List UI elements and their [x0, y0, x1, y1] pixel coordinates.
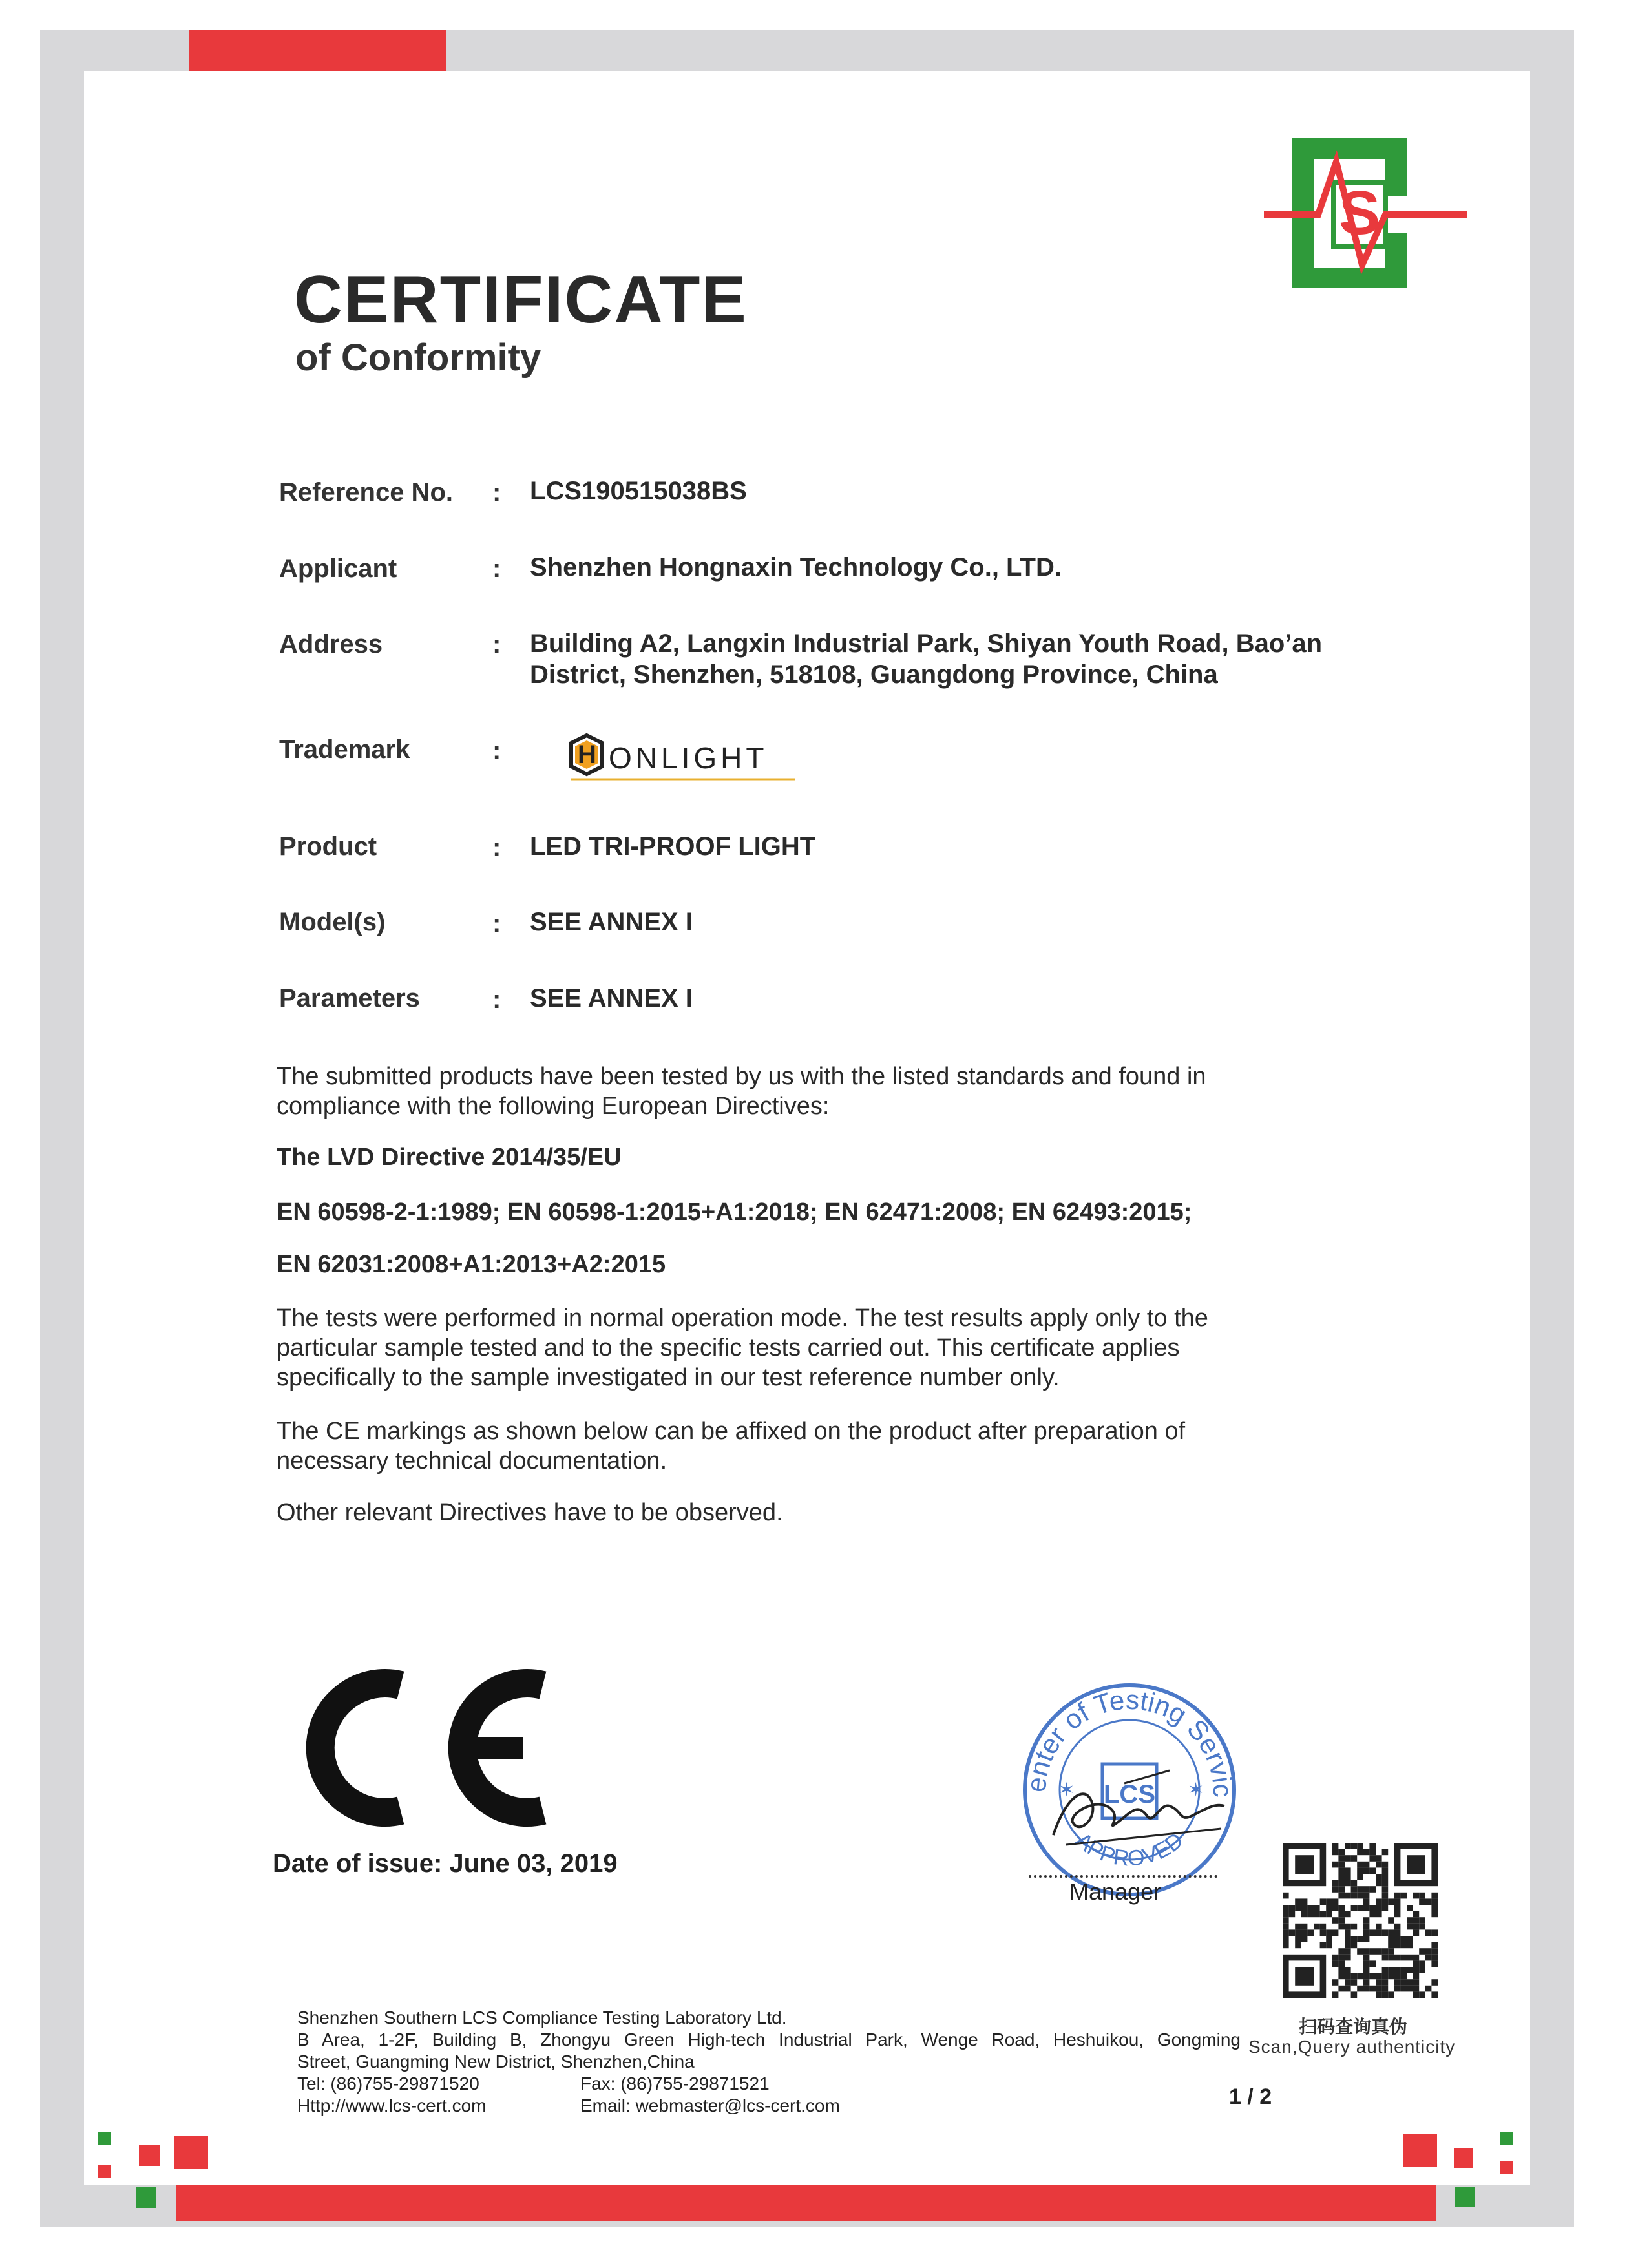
ce-statement-line1: The CE markings as shown below can be affixed on the product after preparation of: [277, 1418, 1186, 1445]
trademark-logo: [569, 731, 801, 783]
field-label: Address: [279, 630, 383, 658]
field-colon: :: [492, 985, 501, 1014]
footer-address-line1: B Area, 1-2F, Building B, Zhongyu Green High-tech Industrial Park, Wenge Road, Heshuikou, Gongming: [297, 2030, 1241, 2050]
svg-text:✶: ✶: [1058, 1780, 1075, 1801]
date-of-issue: Date of issue: June 03, 2019: [273, 1849, 618, 1878]
ce-statement-line2: necessary technical documentation.: [277, 1447, 667, 1475]
field-colon: :: [492, 478, 501, 507]
directive-text: The LVD Directive 2014/35/EU: [277, 1144, 622, 1171]
standards-line1: EN 60598-2-1:1989; EN 60598-1:2015+A1:2018; EN 62471:2008; EN 62493:2015;: [277, 1199, 1192, 1226]
field-label: Model(s): [279, 908, 386, 936]
field-label: Parameters: [279, 984, 420, 1013]
field-colon: :: [492, 834, 501, 862]
tests-line2: particular sample tested and to the specific tests carried out. This certificate applies: [277, 1334, 1180, 1361]
page-number: 1 / 2: [1229, 2084, 1272, 2109]
tests-line1: The tests were performed in normal operation mode. The test results apply only to the: [277, 1305, 1208, 1332]
standards-line2: EN 62031:2008+A1:2013+A2:2015: [277, 1251, 666, 1278]
qr-code-icon: [1283, 1843, 1438, 1998]
signatory-role: Manager: [1069, 1878, 1162, 1905]
field-value: SEE ANNEX I: [530, 984, 693, 1013]
stamp-bottom-text: APPROVED: [1071, 1827, 1188, 1871]
signature-icon: [1040, 1758, 1228, 1854]
svg-text:✶: ✶: [1188, 1780, 1204, 1801]
field-label: Reference No.: [279, 478, 453, 507]
tests-line3: specifically to the sample investigated in our test reference number only.: [277, 1364, 1060, 1391]
field-label: Product: [279, 832, 377, 861]
footer-email: Email: webmaster@lcs-cert.com: [580, 2095, 840, 2116]
field-label: Trademark: [279, 735, 410, 764]
field-label: Applicant: [279, 554, 397, 583]
ce-mark-icon: [297, 1661, 556, 1835]
certificate-title: CERTIFICATE: [294, 262, 748, 337]
footer-address-line2: Street, Guangming New District, Shenzhen,China: [297, 2052, 695, 2072]
trademark-logo-letter: H: [578, 740, 596, 769]
field-value: SEE ANNEX I: [530, 908, 693, 936]
field-colon: :: [492, 630, 501, 658]
bottom-red-bar: [176, 2185, 1436, 2221]
svg-text:S: S: [1338, 178, 1381, 247]
footer-company: Shenzhen Southern LCS Compliance Testing Laboratory Ltd.: [297, 2008, 787, 2028]
signature-line: [1029, 1875, 1217, 1878]
stamp-inner-letters: LCS: [1104, 1780, 1155, 1809]
footer-tel: Tel: (86)755-29871520: [297, 2074, 479, 2094]
intro-line1: The submitted products have been tested by us with the listed standards and found in: [277, 1063, 1206, 1090]
scan-caption-cn: 扫码查询真伪: [1299, 2017, 1408, 2037]
stamp-ring-text: enter of Testing Servic: [1020, 1684, 1239, 1798]
field-colon: :: [492, 909, 501, 938]
footer-fax: Fax: (86)755-29871521: [580, 2074, 770, 2094]
field-colon: :: [492, 737, 501, 765]
other-directives-text: Other relevant Directives have to be observed.: [277, 1499, 783, 1526]
field-value-line2: District, Shenzhen, 518108, Guangdong Province, China: [530, 660, 1218, 689]
top-red-bar: [189, 30, 446, 71]
certificate-subtitle: of Conformity: [295, 337, 541, 379]
scan-caption-en: Scan,Query authenticity: [1248, 2037, 1456, 2057]
field-value: LED TRI-PROOF LIGHT: [530, 832, 816, 861]
lcs-logo-icon: [1259, 136, 1472, 294]
field-value: Shenzhen Hongnaxin Technology Co., LTD.: [530, 553, 1062, 582]
intro-line2: compliance with the following European Directives:: [277, 1093, 830, 1120]
field-colon: :: [492, 554, 501, 583]
trademark-logo-text: ONLIGHT: [609, 741, 768, 775]
field-value-line1: Building A2, Langxin Industrial Park, Shiyan Youth Road, Bao’an: [530, 629, 1323, 658]
footer-website: Http://www.lcs-cert.com: [297, 2095, 487, 2116]
field-value: LCS190515038BS: [530, 477, 747, 505]
